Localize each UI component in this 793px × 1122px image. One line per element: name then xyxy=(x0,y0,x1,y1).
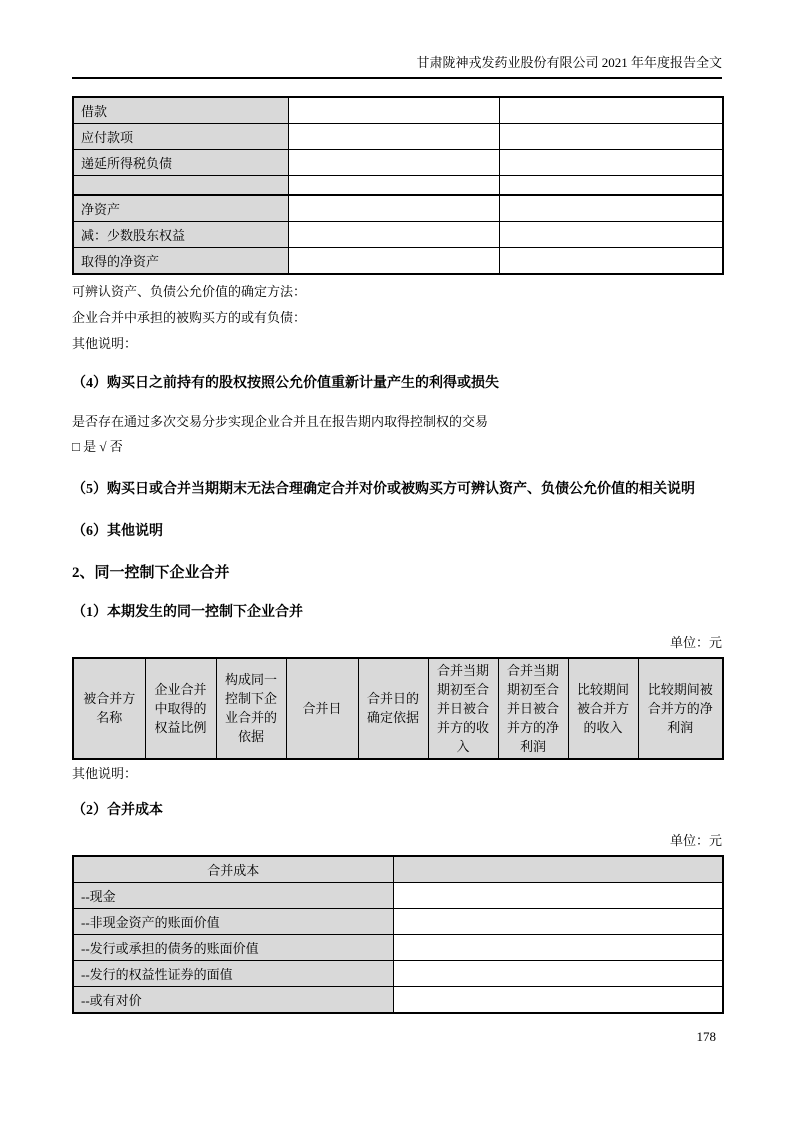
row-label-cell: 应付款项 xyxy=(73,124,288,150)
row-label-cell xyxy=(73,176,288,195)
table-header-row xyxy=(73,856,723,883)
value-cell xyxy=(288,221,499,247)
table-row xyxy=(73,150,723,176)
value-cell xyxy=(499,97,723,124)
header-cell: 被合并方名称 xyxy=(73,658,145,759)
merge-cost-header-cell: 合并成本 xyxy=(73,856,393,883)
row-label-cell: 净资产 xyxy=(73,195,288,222)
value-cell xyxy=(499,150,723,176)
row-label-cell: --或有对价 xyxy=(73,986,393,1013)
notes-block xyxy=(72,279,722,357)
report-title: 甘肃陇神戎发药业股份有限公司 2021 年年度报告全文 xyxy=(416,55,722,70)
value-cell xyxy=(393,908,723,934)
note-fair-value-method: 可辨认资产、负债公允价值的确定方法： xyxy=(72,283,307,299)
header-cell xyxy=(393,856,723,883)
row-label-cell: 递延所得税负债 xyxy=(73,150,288,176)
value-cell xyxy=(499,221,723,247)
table-row xyxy=(73,882,723,908)
header-cell: 合并当期期初至合并日被合并方的收入 xyxy=(428,658,498,759)
value-cell xyxy=(288,97,499,124)
header-cell: 构成同一控制下企业合并的依据 xyxy=(216,658,286,759)
header-cell: 合并当期期初至合并日被合并方的净利润 xyxy=(498,658,568,759)
header-cell: 企业合并中取得的权益比例 xyxy=(145,658,216,759)
value-cell xyxy=(499,195,723,222)
value-cell xyxy=(393,934,723,960)
value-cell xyxy=(499,247,723,274)
table-row xyxy=(73,247,723,274)
value-cell xyxy=(393,882,723,908)
yes-no-options: □ 是 √ 否 xyxy=(72,438,123,454)
table-row xyxy=(73,176,723,195)
value-cell xyxy=(393,986,723,1013)
section-2-heading: 2、同一控制下企业合并 xyxy=(72,564,230,581)
table-row xyxy=(73,97,723,124)
page-number: 178 xyxy=(696,1028,716,1044)
value-cell xyxy=(499,124,723,150)
heading-4-remeasurement: （4）购买日之前持有的股权按照公允价值重新计量产生的利得或损失 xyxy=(72,375,499,391)
merge-cost-table xyxy=(72,855,724,1014)
value-cell xyxy=(288,150,499,176)
same-control-combination-table xyxy=(72,657,724,760)
value-cell xyxy=(288,176,499,195)
table-row xyxy=(73,221,723,247)
header-cell: 合并日 xyxy=(286,658,358,759)
heading-2-1-same-control: （1）本期发生的同一控制下企业合并 xyxy=(72,604,303,620)
row-label-cell: 取得的净资产 xyxy=(73,247,288,274)
report-header xyxy=(72,0,722,79)
value-cell xyxy=(499,176,723,195)
table-row xyxy=(73,960,723,986)
value-cell xyxy=(393,960,723,986)
table-row xyxy=(73,195,723,222)
table-row xyxy=(73,908,723,934)
header-cell: 合并日的确定依据 xyxy=(358,658,428,759)
multi-step-transaction-question: 是否存在通过多次交易分步实现企业合并且在报告期内取得控制权的交易 xyxy=(72,413,489,429)
note-other-2: 其他说明： xyxy=(72,765,138,781)
value-cell xyxy=(288,195,499,222)
table-row xyxy=(73,124,723,150)
row-label-cell: 借款 xyxy=(73,97,288,124)
header-cell: 比较期间被合并方的收入 xyxy=(568,658,638,759)
acquiree-net-assets-table xyxy=(72,96,724,275)
heading-2-2-merge-cost: （2）合并成本 xyxy=(72,802,163,818)
unit-label: 单位：元 xyxy=(669,832,722,848)
heading-5-unable-to-determine: （5）购买日或合并当期期末无法合理确定合并对价或被购买方可辨认资产、负债公允价值的相关说明 xyxy=(72,481,695,497)
table-row xyxy=(73,986,723,1013)
heading-6-other-notes: （6）其他说明 xyxy=(72,523,163,539)
row-label-cell: --发行或承担的债务的账面价值 xyxy=(73,934,393,960)
value-cell xyxy=(288,247,499,274)
unit-label: 单位：元 xyxy=(669,634,722,650)
header-cell: 比较期间被合并方的净利润 xyxy=(638,658,723,759)
row-label-cell: --发行的权益性证券的面值 xyxy=(73,960,393,986)
note-other: 其他说明： xyxy=(72,335,138,351)
value-cell xyxy=(288,124,499,150)
row-label-cell: --非现金资产的账面价值 xyxy=(73,908,393,934)
note-contingent-liabilities: 企业合并中承担的被购买方的或有负债： xyxy=(72,309,307,325)
row-label-cell: --现金 xyxy=(73,882,393,908)
row-label-cell: 减：少数股东权益 xyxy=(73,221,288,247)
table-header-row xyxy=(73,658,723,759)
table-row xyxy=(73,934,723,960)
